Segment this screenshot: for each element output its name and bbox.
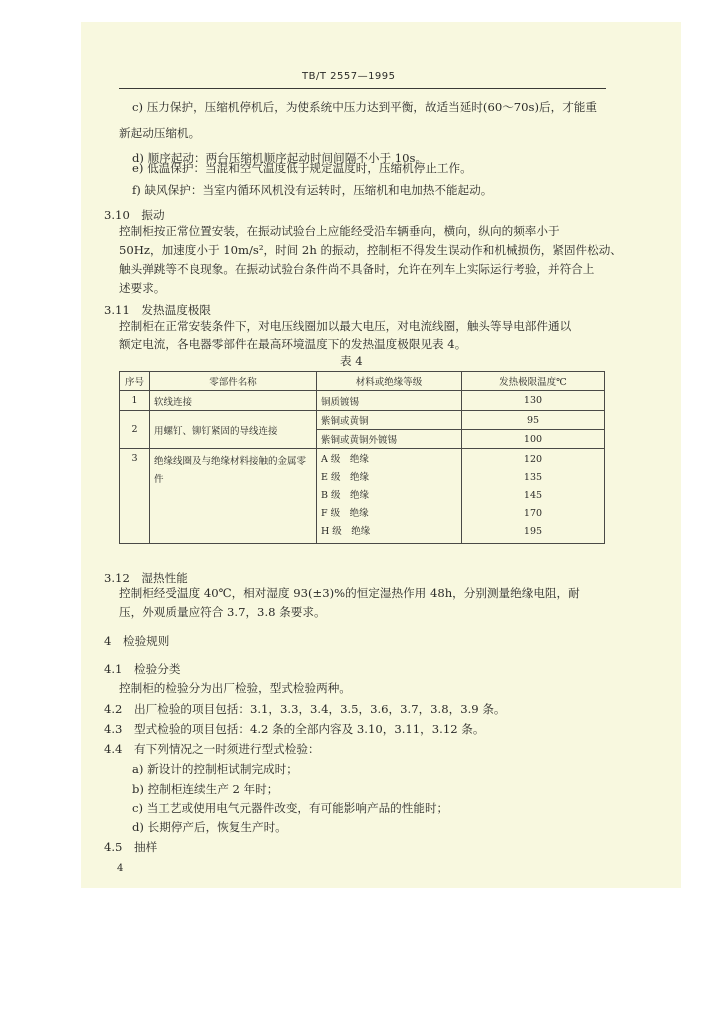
row-temp-list <box>462 449 605 544</box>
row-temp: 100 <box>462 430 605 449</box>
material-class-a: A 级 绝缘 <box>321 454 369 465</box>
para-f: f) 缺风保护：当室内循环风机没有运转时，压缩机和电加热不能起动。 <box>132 183 493 197</box>
row-material-list <box>317 449 462 544</box>
section-4-title: 4 检验规则 <box>104 634 170 648</box>
section-3-10-line4: 述要求。 <box>119 281 166 295</box>
section-3-11-title: 3.11 发热温度极限 <box>104 303 211 317</box>
para-d: d) 顺序起动：两台压缩机顺序起动时间间隔不小于 10s。 <box>132 151 428 165</box>
para-e: e) 低温保护：当混和空气温度低于规定温度时，压缩机停止工作。 <box>132 161 472 175</box>
row-material: 铜质镀锡 <box>317 391 462 411</box>
col-header-material: 材料或绝缘等级 <box>317 372 462 391</box>
section-3-11-line1: 控制柜在正常安装条件下，对电压线圈加以最大电压，对电流线圈，触头等导电部件通以 <box>119 319 572 333</box>
row-part: 绝缘线圈及与绝缘材料接触的金属零件 <box>150 449 317 544</box>
section-3-10-title: 3.10 振动 <box>104 208 165 222</box>
section-4-4-d: d) 长期停产后，恢复生产时。 <box>132 820 287 834</box>
material-class-b: B 级 绝缘 <box>321 490 370 501</box>
row-material: 紫铜或黄铜 <box>317 411 462 430</box>
temp-class-e: 135 <box>523 472 543 483</box>
row-material: 紫铜或黄铜外镀锡 <box>317 430 462 449</box>
section-3-12-title: 3.12 湿热性能 <box>104 571 188 585</box>
table-row <box>120 411 605 430</box>
table-header-row <box>120 372 605 391</box>
page-header: TB/T 2557—1995 <box>302 71 396 82</box>
section-4-2: 4.2 出厂检验的项目包括：3.1，3.3，3.4，3.5，3.6，3.7，3.8，3.9 条。 <box>104 702 506 716</box>
col-header-no: 序号 <box>120 372 150 391</box>
row-part: 软线连接 <box>150 391 317 411</box>
para-c-line2: 新起动压缩机。 <box>119 126 201 140</box>
section-4-4-b: b) 控制柜连续生产 2 年时； <box>132 782 279 796</box>
section-4-4-c: c) 当工艺或使用电气元器件改变，有可能影响产品的性能时； <box>132 801 449 815</box>
section-4-1-line1: 控制柜的检验分为出厂检验，型式检验两种。 <box>119 681 351 695</box>
row-no: 3 <box>120 449 150 544</box>
header-rule <box>119 88 606 89</box>
para-c-line1: c) 压力保护，压缩机停机后，为使系统中压力达到平衡，故适当延时(60～70s)后，才能重 <box>132 100 597 114</box>
row-no: 2 <box>120 411 150 449</box>
section-3-11-line2: 额定电流，各电器零部件在最高环境温度下的发热温度极限见表 4。 <box>119 337 467 351</box>
temp-class-h: 195 <box>523 526 543 537</box>
material-class-e: E 级 绝缘 <box>321 472 369 483</box>
section-3-10-line2: 50Hz，加速度小于 10m/s²，时间 2h 的振动，控制柜不得发生误动作和机械损伤，紧固件松动、 <box>119 243 622 257</box>
row-temp: 95 <box>462 411 605 430</box>
table-row <box>120 449 605 544</box>
temp-class-a: 120 <box>523 454 543 465</box>
table-caption: 表 4 <box>340 354 363 368</box>
section-4-3: 4.3 型式检验的项目包括：4.2 条的全部内容及 3.10，3.11，3.12 条。 <box>104 722 485 736</box>
section-4-4-a: a) 新设计的控制柜试制完成时； <box>132 762 298 776</box>
row-part: 用螺钉、铆钉紧固的导线连接 <box>150 411 317 449</box>
col-header-part: 零部件名称 <box>150 372 317 391</box>
section-4-5-title: 4.5 抽样 <box>104 840 158 854</box>
temp-class-b: 145 <box>523 490 543 501</box>
section-3-12-line1: 控制柜经受温度 40℃，相对湿度 93(±3)%的恒定湿热作用 48h，分别测量绝缘电阻，耐 <box>119 586 580 600</box>
row-temp: 130 <box>462 391 605 411</box>
table-4 <box>119 371 605 544</box>
section-4-1-title: 4.1 检验分类 <box>104 662 181 676</box>
page-number: 4 <box>117 863 124 874</box>
table-row <box>120 391 605 411</box>
section-4-4: 4.4 有下列情况之一时须进行型式检验： <box>104 742 320 756</box>
temp-class-f: 170 <box>523 508 543 519</box>
row-no: 1 <box>120 391 150 411</box>
section-3-10-line3: 触头弹跳等不良现象。在振动试验台条件尚不具备时，允许在列车上实际运行考验，并符合上 <box>119 262 595 276</box>
col-header-temp: 发热极限温度℃ <box>462 372 605 391</box>
section-3-10-line1: 控制柜按正常位置安装，在振动试验台上应能经受沿车辆垂向，横向，纵向的频率小于 <box>119 224 560 238</box>
section-3-12-line2: 压，外观质量应符合 3.7，3.8 条要求。 <box>119 605 326 619</box>
material-class-h: H 级 绝缘 <box>321 526 371 537</box>
material-class-f: F 级 绝缘 <box>321 508 369 519</box>
